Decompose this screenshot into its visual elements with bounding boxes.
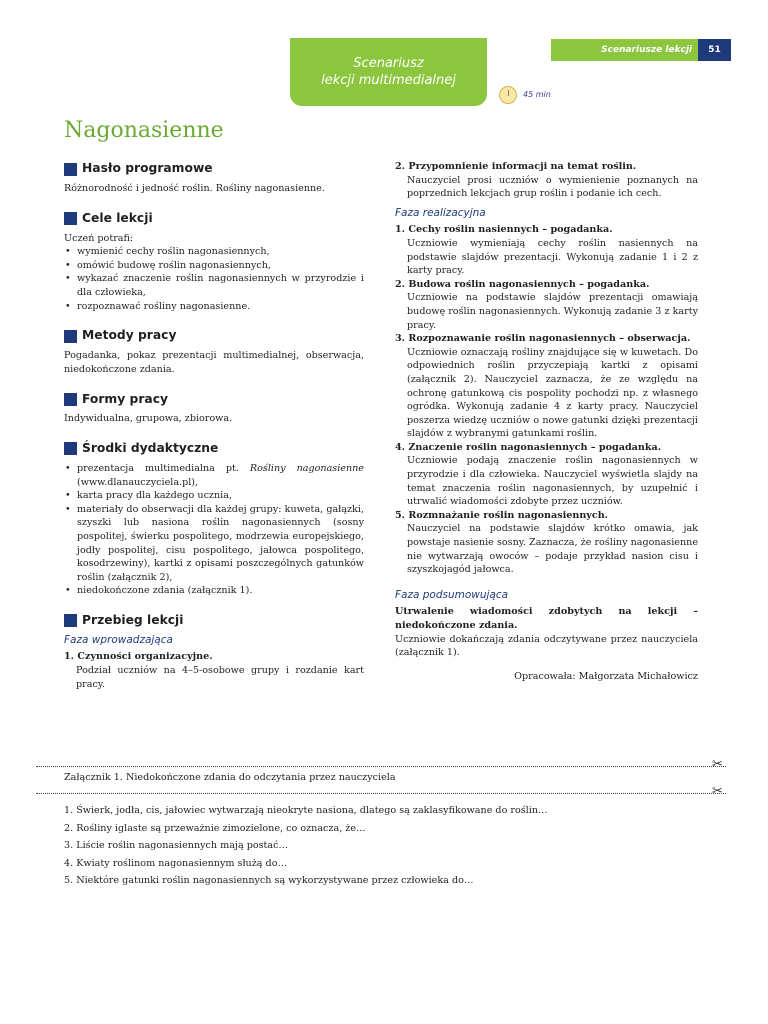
section-heading [64,210,364,228]
list-item: 4. Kwiaty roślinom nagonasiennym służą do… [64,857,288,869]
cele-list [64,245,364,313]
tab-line-1: Scenariusz [353,56,424,71]
step-title: 3. Rozpoznawanie roślin nagonasiennych – obserwacja. [395,333,691,345]
heading-text: Hasło programowe [82,161,213,176]
author: Opracowała: Małgorzata Michałowicz [514,670,698,682]
phase-heading: Faza podsumowująca [395,588,509,601]
cut-line-bottom [36,793,726,794]
clock-icon [499,86,517,104]
summary-title: Utrwalenie wiadomości zdobytych na lekcji – niedokończone zdania. [395,606,698,631]
list-item: • niedokończone zdania (załącznik 1). [64,584,364,598]
summary-body: Uczniowie dokańczają zdania odczytywane przez nauczyciela (załącznik 1). [395,633,698,659]
item-text: prezentacja multimedialna pt. [77,462,250,474]
formy-text: Indywidualna, grupowa, zbiorowa. [64,413,233,425]
step-title: 5. Rozmnażanie roślin nagonasiennych. [395,509,609,521]
attachment-title: Załącznik 1. Niedokończone zdania do odczytania przez nauczyciela [64,772,396,783]
scissors-icon: ✂ [712,757,723,772]
phase-heading: Faza wprowadzająca [64,633,173,646]
left-column [64,160,364,705]
section-heading [64,440,364,458]
list-item: • rozpoznawać rośliny nagonasienne. [64,300,364,314]
scissors-icon: ✂ [712,784,723,799]
step-title: 1. Czynności organizacyjne. [64,651,213,663]
step-title: 2. Budowa roślin nagonasiennych – pogadanka. [395,278,650,290]
section-heading [64,160,364,178]
section-cele [64,210,364,314]
square-bullet-icon [64,442,77,455]
heading-text: Przebieg lekcji [82,613,184,628]
step-body: Uczniowie na podstawie slajdów prezentacji omawiają budowę roślin nagonasiennych. Wykonują zadanie 3 z karty pracy. [407,292,698,331]
step-body: Uczniowie wymieniają cechy roślin nasiennych na podstawie slajdów prezentacji. Wykonują zadanie 1 i 2 z karty pracy. [407,237,698,277]
heading-text: Środki dydaktyczne [82,441,219,456]
metody-text: Pogadanka, pokaz prezentacji multimedialnej, obserwacja, niedokończone zdania. [64,350,364,375]
section-srodki [64,440,364,598]
step-title: 2. Przypomnienie informacji na temat roślin. [395,161,637,172]
section-haslo [64,160,364,196]
page-title: Nagonasienne [64,118,224,143]
step-body: Podział uczniów na 4–5-osobowe grupy i rozdanie kart pracy. [76,665,364,690]
list-item: • omówić budowę roślin nagonasiennych, [64,259,364,273]
list-item: • wymienić cechy roślin nagonasiennych, [64,245,364,259]
list-item: • materiały do obserwacji dla każdej grupy: kuweta, gałązki, szyszki lub nasiona roślin nagonasiennych (sosny pospolitej, świerku pospolitego, modrzewia europejskiego, jodły pospolitej, cisu pospolitego, jałowca pospolitego, kosodrzewiny), kartki z opisami poszczególnych gatunków roślin (załącznik 2), [64,503,364,585]
step-title: 4. Znaczenie roślin nagonasiennych – pogadanka. [395,441,662,453]
square-bullet-icon [64,212,77,225]
heading-text: Cele lekcji [82,210,153,225]
section-formy [64,390,364,426]
right-column [395,160,698,683]
section-przebieg [64,612,364,691]
list-item: 2. Rośliny iglaste są przeważnie zimozielone, co oznacza, że… [64,822,366,834]
list-item: • wykazać znaczenie roślin nagonasiennych w przyrodzie i dla człowieka, [64,272,364,299]
page-number: 51 [698,39,731,61]
section-heading [64,390,364,408]
phase-heading: Faza realizacyjna [395,206,486,219]
cut-line-top [36,766,726,767]
list-item [64,462,364,489]
square-bullet-icon [64,393,77,406]
step-body: Uczniowie oznaczają rośliny znajdujące się w kuwetach. Do odpowiednich roślin przyczepiają kartki z opisami (załącznik 2). Nauczyciel zaznacza, że ze względu na ochronę gatunkową cis pospolity pochodzi np. z własnego ogródka. Wykonują zadanie 4 z karty pracy. Nauczyciel poszerza wiedzę uczniów o nowe gatunki dzięki prezentacji slajdów z wybranymi gatunkami roślin. [407,346,698,440]
srodki-list [64,462,364,598]
list-item: 3. Liście roślin nagonasiennych mają postać… [64,840,289,851]
cele-intro: Uczeń potrafi: [64,232,134,244]
section-heading [64,612,364,630]
square-bullet-icon [64,330,77,343]
list-item: 1. Świerk, jodła, cis, jałowiec wytwarzają nieokryte nasiona, dlatego są zaklasyfikowane do roślin… [64,805,548,816]
tab-line-2: lekcji multimedialnej [321,73,456,88]
item-title-italic: Rośliny nagonasienne [249,462,364,474]
list-item: 5. Niektóre gatunki roślin nagonasiennych są wykorzystywane przez człowieka do… [64,875,474,886]
haslo-text: Różnorodność i jedność roślin. Rośliny nagonasienne. [64,183,325,194]
heading-text: Metody pracy [82,328,177,343]
attachment-list [64,802,548,890]
section-label: Scenariusze lekcji [551,39,698,61]
section-heading [64,327,364,345]
step-title: 1. Cechy roślin nasiennych – pogadanka. [395,224,613,236]
square-bullet-icon [64,163,77,176]
section-metody [64,327,364,376]
square-bullet-icon [64,614,77,627]
lesson-duration: 45 min [523,90,551,99]
step-body: Uczniowie podają znaczenie roślin nagonasiennych w przyrodzie i dla człowieka. Nauczyciel wyświetla slajdy na temat znaczenia roślin nagonasiennych, by uzupełnić i utrwalić wiadomości zdobyte przez uczniów. [407,455,698,508]
step-body: Nauczyciel prosi uczniów o wymienienie poznanych na poprzednich lekcjach grup roślin i podanie ich cech. [407,174,698,200]
item-text: (www.dlanauczyciela.pl), [77,476,199,488]
heading-text: Formy pracy [82,391,168,406]
list-item: • karta pracy dla każdego ucznia, [64,489,364,503]
step-body: Nauczyciel na podstawie slajdów krótko omawia, jak powstaje nasienie sosny. Zaznacza, że rośliny nagonasienne nie wytwarzają owoców – podaje przykład nasion cisu i szyszkojagód jałowca. [407,523,698,576]
lesson-type-tab [290,38,487,106]
